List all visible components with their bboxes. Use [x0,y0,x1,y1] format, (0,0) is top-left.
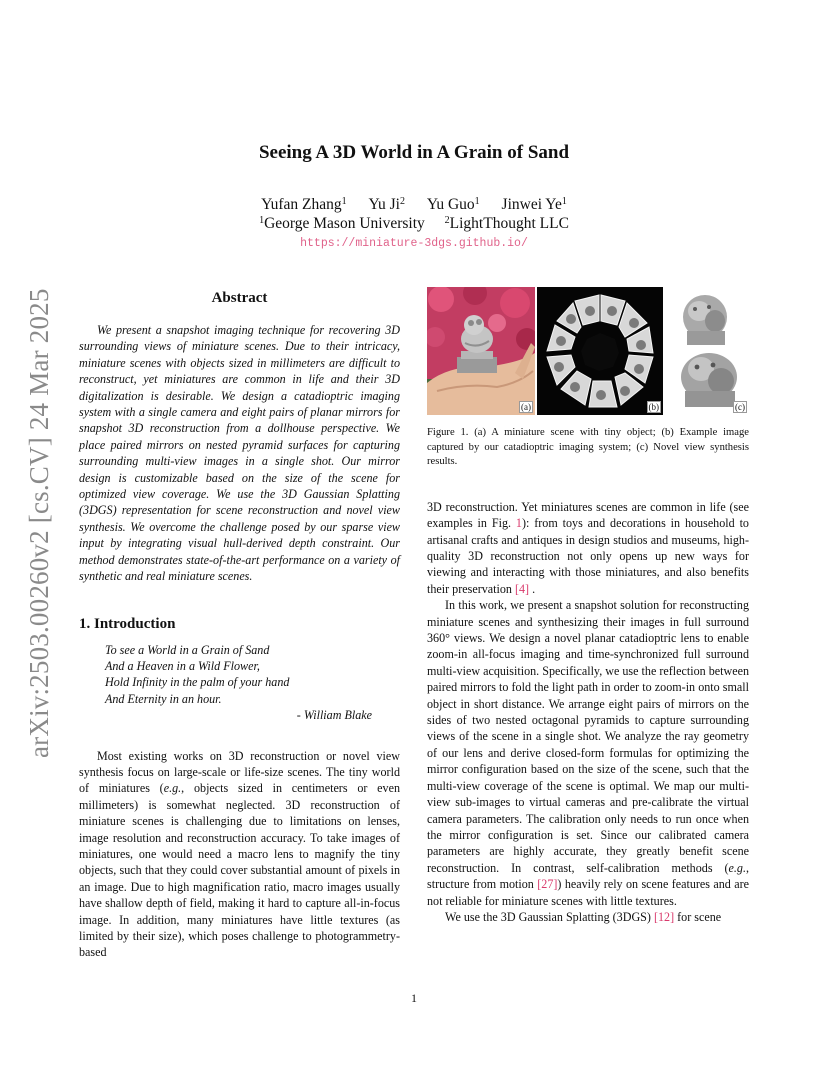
body-paragraph: In this work, we present a snapshot solution for reconstructing miniature scenes and synthesizing their images in full surround 360° views. We design a novel planar catadioptric lens to enable zoom-in all-focus imaging and time-synchronized full surround multi-view acquisition. Specifically, we use the reflection between paired mirrors to fold the light path in order to zoom-in onto small object in short distance. We arrange eight pairs of mirrors on the sides of two nested octagonal pyramids to capture surrounding views of the scene in a single shot. We analyze the ray geometry of our lens and derive closed-form formulas for optimizing the mirror configuration based on the size of the scene, such that the multi-view coverage of the scene is optimal. We map our multi-view sub-images to virtual cameras and pre-calibrate the virtual camera parameters. The calibration only needs to run once when the mirror configuration is set. Since our calibrated camera parameters are highly accurate, they greatly benefit scene reconstruction. In contrast, self-calibration methods (e.g., structure from motion [27]) heavily rely on scene features and are not reliable for miniature scenes with little textures. [427,598,749,908]
citation-link[interactable]: [12] [653,909,675,924]
author: Jinwei Ye$^1$ [501,196,567,213]
citation-link[interactable]: [4] [514,581,530,596]
right-column [427,287,749,925]
figure-panel-b [537,287,663,415]
figure-reference-link[interactable]: 1 [515,516,522,531]
arxiv-sidebar-stamp [21,283,57,758]
hand-holding-miniature-image [427,287,535,415]
poem-line: And a Heaven in a Wild Flower, [105,658,260,673]
project-url-link[interactable]: https://miniature-3dgs.github.io/ [300,237,528,250]
body-paragraph: 3D reconstruction. Yet miniatures scenes are common in life (see examples in Fig. 1): from toys and decorations in household to artisanal crafts and antiques in design studios and museums, high-quality 3D reconstruction not only opens up new ways for viewing and interacting with those miniatures, and also benefits their preservation [4] . [427,499,749,596]
figure-caption: Figure 1. (a) A miniature scene with tiny object; (b) Example image captured by our catadioptric imaging system; (c) Novel view synthesis results. [427,427,749,468]
author: Yu Guo$^1$ [426,196,480,213]
author-list [0,195,828,215]
author: Yufan Zhang$^1$ [261,196,347,213]
abstract-heading: Abstract [211,290,268,306]
figure-label-c: (c) [735,402,745,412]
left-column [79,288,400,961]
figure-panel-a [427,287,535,415]
abstract-text: We present a snapshot imaging technique for recovering 3D surrounding views of miniature scenes. Due to their intricacy, miniature scenes with objects sized in millimeters are difficult to reconstruct, yet miniatures are common in life and their 3D digitalization is desirable. We design a catadioptric imaging system with a single camera and eight pairs of planar mirrors for snapshot 3D reconstruction from a dollhouse perspective. We place paired mirrors on nested pyramid surfaces for capturing surrounding multi-view images in a single shot. Our mirror design is customizable based on the size of the scene for optimized view coverage. We use the 3D Gaussian Splatting (3DGS) representation for scene reconstruction and novel view synthesis. We overcome the challenge posed by our sparse view input by integrating visual hull-derived depth constraint. Our method demonstrates state-of-the-art performance on a variety of synthetic and real miniature scenes. [79,323,400,584]
affiliation-list [0,214,828,234]
figure-label-a: (a) [521,402,531,412]
section-heading-introduction: 1. Introduction [79,615,176,632]
poem-attribution: - William Blake [296,708,372,723]
figure-1 [427,287,749,416]
paper-title: Seeing A 3D World in A Grain of Sand [258,142,570,163]
figure-panel-c [665,287,749,415]
catadioptric-capture-image [537,287,663,415]
poem-line: And Eternity in an hour. [105,691,222,706]
page-number: 1 [411,991,417,1005]
affiliation: $^1$George Mason University [259,215,425,232]
epigraph-poem [105,642,400,724]
citation-link[interactable]: [27] [537,877,558,892]
arxiv-id[interactable]: arXiv:2503.00260v2 [cs.CV] 24 Mar 2025 [24,288,54,758]
body-paragraph: We use the 3D Gaussian Splatting (3DGS) [12] for scene [445,909,722,924]
novel-view-results-image [665,287,749,415]
poem-line: To see a World in a Grain of Sand [105,642,270,657]
intro-paragraph: Most existing works on 3D reconstruction or novel view synthesis focus on large-scale or life-size scenes. The tiny world of miniatures (e.g., objects sized in centimeters or even millimeters) is somewhat neglected. 3D reconstruction of miniature scenes is challenging due to limitations on lenses, image resolution and reconstruction accuracy. To take images of miniatures, one would need a macro lens to magnify the tiny objects, such that they could cover substantial amount of pixels in an image. Due to high magnification ratio, macro images usually have shallow depth of field, making it hard to capture all-in-focus image. In addition, many miniatures have little textures (as limited by their size), which poses challenge to photogrammetry-based [79,748,400,960]
author: Yu Ji$^2$ [368,196,405,213]
affiliation: $^2$LightThought LLC [444,215,569,232]
figure-label-b: (b) [648,402,659,412]
poem-line: Hold Infinity in the palm of your hand [105,675,290,690]
